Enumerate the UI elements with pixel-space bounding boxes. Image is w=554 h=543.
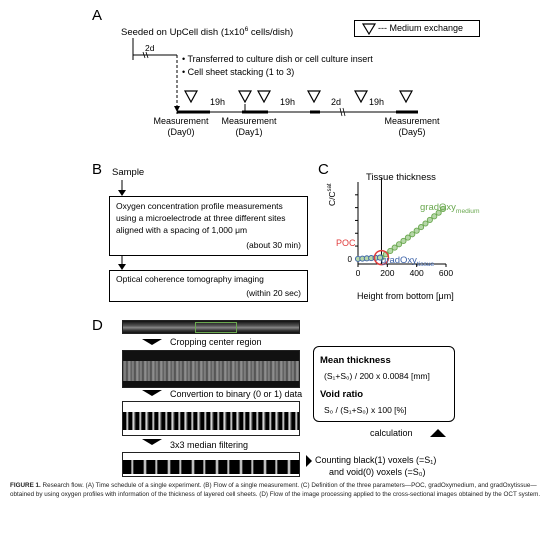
void-ratio-title: Void ratio xyxy=(320,389,364,400)
interval-19h-2: 19h xyxy=(280,97,296,107)
cropped-image-bottom xyxy=(123,381,300,388)
box1-line3: aligned with a spacing of 1,000 μm xyxy=(116,225,248,235)
legend-label: --- Medium exchange xyxy=(378,23,464,33)
interval-2d: 2d xyxy=(331,97,342,107)
mean-thickness-formula: (S₁+S₀) / 200 x 0.0084 [mm] xyxy=(324,371,430,381)
step-cropping: Cropping center region xyxy=(170,337,262,347)
x-tick-label: 400 xyxy=(409,268,424,278)
box1-line1: Oxygen concentration profile measurements xyxy=(116,201,283,211)
filtered-image xyxy=(122,452,300,477)
tissue-thickness-label: Tissue thickness xyxy=(366,172,436,183)
figure-caption: FIGURE 1. Research flow. (A) Time schedule of a single experiment. (B) Flow of a single measurement. (C) Definition of the three parameters—POC, gradOxymedium, and gradOxytissue—obtained by using oxygen profiles with information of the thickness of layered cell sheets. (D) Flow of the image processing applied to the cross-sectional images obtained by the OCT system. xyxy=(10,482,541,498)
bullet-transferred: • Transferred to culture dish or cell culture insert xyxy=(182,54,373,64)
panel-b-label: B xyxy=(92,161,103,178)
panel-d-label: D xyxy=(92,317,103,334)
filtered-image-band xyxy=(123,460,300,474)
poc-label: POC xyxy=(336,238,356,248)
counting-line1: Counting black(1) voxels (=S₁) xyxy=(315,455,437,465)
interval-19h-1: 19h xyxy=(210,97,226,107)
cropped-image-top xyxy=(123,351,300,361)
cropped-image xyxy=(122,350,300,388)
binary-image xyxy=(122,401,300,436)
step-median: 3x3 median filtering xyxy=(170,440,249,450)
gradoxy-medium-label: gradOxy$_{medium}$ xyxy=(420,202,480,215)
counting-line2: and void(0) voxels (=S₀) xyxy=(329,467,426,477)
x-axis-label: Height from bottom [μm] xyxy=(357,291,454,301)
box1-line4: (about 30 min) xyxy=(246,240,301,250)
measurement-day0: Measurement (Day0) xyxy=(153,116,209,137)
box1-line2: using a microelectrode at three different sites xyxy=(116,213,286,223)
x-tick-label: 200 xyxy=(380,268,395,278)
panel-c-label: C xyxy=(318,161,329,178)
sample-label: Sample xyxy=(112,167,145,178)
panel-a-label: A xyxy=(92,7,103,24)
step-binary: Convertion to binary (0 or 1) data xyxy=(170,389,303,399)
gradoxy-tissue-label: gradOxy$_{tissue}$ xyxy=(381,255,435,268)
box2-line1: Optical coherence tomography imaging xyxy=(116,274,264,284)
measurement-day1: Measurement (Day1) xyxy=(221,116,277,137)
bullet-stacking: • Cell sheet stacking (1 to 3) xyxy=(182,67,295,77)
seeding-text: Seeded on UpCell dish ($1x10^6$ cells/dish) xyxy=(121,26,294,39)
measurement-day5: Measurement (Day5) xyxy=(384,116,440,137)
interval-19h-3: 19h xyxy=(369,97,385,107)
calculation-label: calculation xyxy=(370,428,413,438)
mean-thickness-title: Mean thickness xyxy=(320,355,391,366)
box2-line2: (within 20 sec) xyxy=(246,288,301,298)
calculation-box xyxy=(313,346,455,422)
x-tick-label: 600 xyxy=(438,268,454,278)
x-tick-label: 0 xyxy=(355,268,361,278)
two-day-label-top: 2d xyxy=(145,43,155,53)
y-tick-label: 0 xyxy=(347,254,352,264)
y-axis-label: $C/C^{sat}$ xyxy=(326,183,337,206)
void-ratio-formula: S₀ / (S₁+S₀) x 100 [%] xyxy=(324,405,407,415)
binary-image-band xyxy=(123,412,300,430)
